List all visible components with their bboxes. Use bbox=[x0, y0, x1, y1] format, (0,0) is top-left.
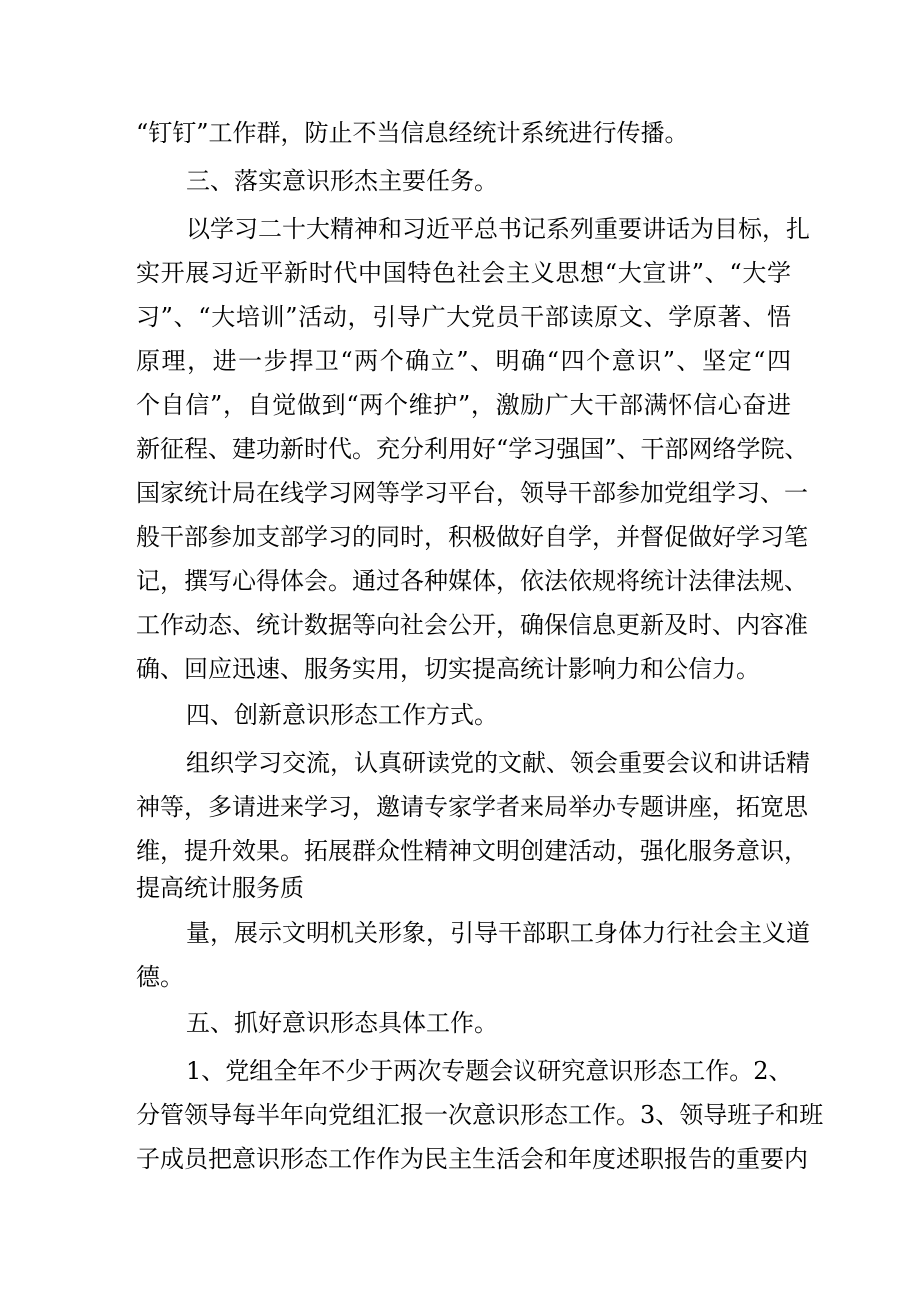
paragraph-line: 原理，进一步捍卫“两个确立”、明确“四个意识”、坚定“四 bbox=[136, 347, 791, 375]
paragraph-line: 分管领导每半年向党组汇报一次意识形态工作。3、领导班子和班 bbox=[136, 1101, 824, 1129]
paragraph-line: 习”、“大培训”活动，引导广大党员干部读原文、学原著、悟 bbox=[136, 303, 791, 331]
paragraph-line: 记，撰写心得体会。通过各种媒体，依法依规将统计法律法规、 bbox=[136, 567, 808, 595]
paragraph-line: 个自信”，自觉做到“两个维护”，激励广大干部满怀信心奋进 bbox=[136, 391, 791, 419]
section-heading-4: 四、创新意识形态工作方式。 bbox=[186, 701, 498, 729]
paragraph-line: 确、回应迅速、服务实用，切实提高统计影响力和公信力。 bbox=[136, 655, 760, 683]
section-heading-5: 五、抓好意识形态具体工作。 bbox=[186, 1009, 498, 1037]
paragraph-line: 德。 bbox=[136, 963, 184, 991]
paragraph-line: 般干部参加支部学习的同时，积极做好自学，并督促做好学习笔 bbox=[136, 523, 808, 551]
paragraph-line: 神等，多请进来学习，邀请专家学者来局举办专题讲座，拓宽思 bbox=[136, 793, 808, 821]
paragraph-line: 国家统计局在线学习网等学习平台，领导干部参加党组学习、一 bbox=[136, 479, 808, 507]
paragraph-line: 1、党组全年不少于两次专题会议研究意识形态工作。2、 bbox=[186, 1057, 793, 1085]
paragraph-line: 组织学习交流，认真研读党的文献、领会重要会议和讲话精 bbox=[186, 749, 810, 777]
paragraph-line: 新征程、建功新时代。充分利用好“学习强国”、干部网络学院、 bbox=[136, 435, 809, 463]
paragraph-line: 子成员把意识形态工作作为民主生活会和年度述职报告的重要内 bbox=[136, 1145, 808, 1173]
section-heading-3: 三、落实意识形杰主要任务。 bbox=[186, 167, 498, 195]
paragraph-line: 量，展示文明机关形象，引导干部职工身体力行社会主义道 bbox=[186, 919, 810, 947]
paragraph-line: 提高统计服务质 bbox=[136, 874, 304, 902]
paragraph-line: 以学习二十大精神和习近平总书记系列重要讲话为目标，扎 bbox=[186, 215, 810, 243]
paragraph-line: “钉钉”工作群，防止不当信息经统计系统进行传播。 bbox=[136, 119, 689, 147]
paragraph-line: 实开展习近平新时代中国特色社会主义思想“大宣讲”、“大学 bbox=[136, 259, 791, 287]
paragraph-line: 工作动态、统计数据等向社会公开，确保信息更新及时、内容准 bbox=[136, 611, 808, 639]
paragraph-line: 维，提升效果。拓展群众性精神文明创建活动，强化服务意识， bbox=[136, 837, 808, 865]
